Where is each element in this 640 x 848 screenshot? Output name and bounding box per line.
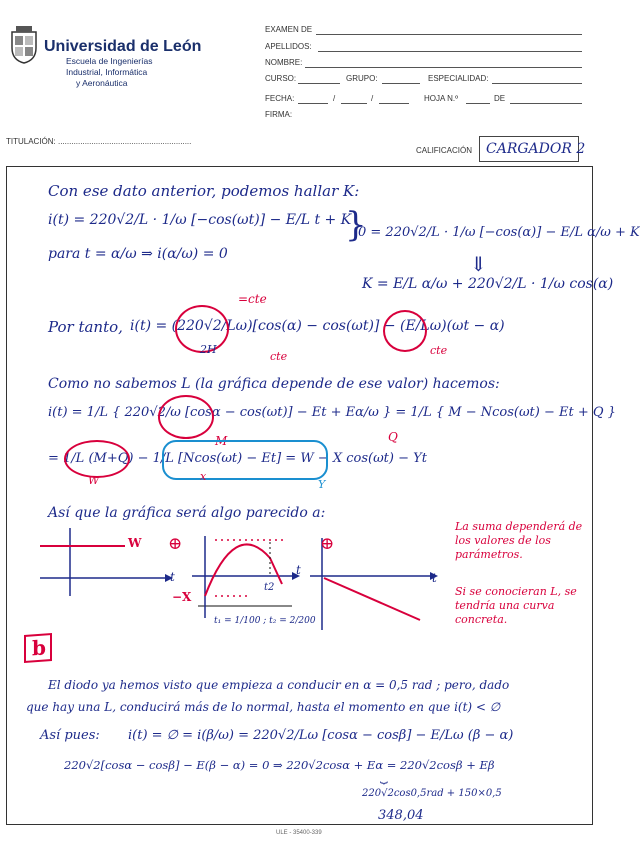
label-m: M — [215, 434, 228, 448]
calificacion-box — [479, 136, 586, 162]
graph-t-label-2: t — [296, 563, 301, 577]
plus-icon-1: ⊕ — [168, 534, 183, 554]
note-line-3: para t = α/ω ⇒ i(α/ω) = 0 — [48, 246, 228, 262]
brace-under: ⏟ — [380, 770, 388, 785]
note-line-4: K = E/L α/ω + 220√2/L · 1/ω cos(α) — [362, 276, 614, 292]
part-b-line-4: 220√2[cosα − cosβ] − E(β − α) = 0 ⇒ 220√2cosα + Eα = 220√2cosβ + Eβ — [64, 758, 495, 772]
calificacion-label: CALIFICACIÓN — [416, 146, 473, 155]
note-brace: } — [345, 205, 367, 245]
part-b-box: b — [24, 633, 52, 663]
graph-times: t₁ = 1/100 ; t₂ = 2/200 — [214, 616, 316, 626]
note-line-2: i(t) = 220√2/L · 1/ω [−cos(ωt)] − E/L t + K — [48, 212, 352, 228]
note-cte-top: =cte — [238, 292, 267, 306]
university-name: Universidad de León — [44, 38, 202, 55]
graph-t-label-3: t — [432, 571, 437, 585]
part-b-line-2: que hay una L, conducirá más de lo normal, hasta el momento en que i(t) < ∅ — [26, 700, 501, 714]
part-b-line-6: 348,04 — [378, 808, 424, 823]
note-line-1: Con ese dato anterior, podemos hallar K: — [48, 182, 360, 200]
side-note-1: La suma dependerá de los valores de los parámetros. — [455, 520, 583, 561]
blue-box-1 — [162, 440, 328, 480]
graph-t-label-1: t — [170, 570, 175, 584]
note-line-2b: 0 = 220√2/L · 1/ω [−cos(α)] − E/L α/ω + K — [358, 225, 640, 240]
label-w: W — [88, 474, 100, 487]
plus-icon-2: ⊕ — [320, 534, 335, 554]
fecha-label: FECHA: — [265, 94, 295, 103]
answer-frame — [6, 166, 593, 825]
nombre-label: NOMBRE: — [265, 58, 303, 67]
side-note-2: Si se conocieran L, se tendría una curva concreta. — [455, 585, 577, 626]
firma-label: FIRMA: — [265, 110, 293, 119]
part-b-line-1: El diodo ya hemos visto que empieza a conducir en α = 0,5 rad ; pero, dado — [48, 678, 510, 692]
hoja-label: HOJA N.º — [424, 94, 459, 103]
note-line-5b: i(t) = (220√2/Lω)[cos(α) − cos(ωt)] − (E/Lω)(ωt − α) — [130, 318, 505, 334]
note-line-5a: Por tanto, — [48, 318, 123, 336]
label-q: Q — [388, 430, 398, 444]
apellidos-label: APELLIDOS: — [265, 42, 312, 51]
red-circle-4 — [64, 440, 130, 478]
especialidad-label: ESPECIALIDAD: — [428, 74, 489, 83]
examen-label: EXAMEN DE — [265, 25, 313, 34]
note-line-9: Así que la gráfica será algo parecido a: — [48, 505, 326, 521]
red-circle-2 — [383, 310, 427, 352]
titulacion-label: TITULACIÓN: ............................................................ — [6, 137, 192, 146]
university-crest — [8, 24, 40, 64]
note-line-7: i(t) = 1/L { 220√2/ω [cosα − cos(ωt)] − Et + Eα/ω } = 1/L { M − Ncos(ωt) − Et + Q } — [48, 405, 616, 420]
de-label: DE — [494, 94, 506, 103]
footer-code: ULE - 35400-339 — [276, 830, 322, 836]
graph-w-label: W — [128, 536, 142, 550]
part-b-line-5: 220√2cos0,5rad + 150×0,5 — [362, 788, 502, 799]
note-cte-2: cte — [430, 344, 448, 357]
graph-negx-label: −X — [172, 590, 192, 604]
part-b-line-3b: i(t) = ∅ = i(β/ω) = 220√2/Lω [cosα − cosβ] − E/Lω (β − α) — [128, 728, 514, 743]
part-b-line-3a: Así pues: — [40, 728, 100, 743]
label-y: Y — [318, 478, 326, 491]
note-2h: 2H — [200, 343, 217, 356]
label-x: x — [200, 470, 207, 483]
grupo-label: GRUPO: — [346, 74, 378, 83]
calificacion-value: CARGADOR 2 — [486, 141, 586, 157]
graph-t2-label: t2 — [264, 582, 275, 593]
note-cte-1: cte — [270, 350, 288, 363]
school-name: Escuela de Ingenierías Industrial, Informática y Aeronáutica — [66, 56, 153, 88]
curso-label: CURSO: — [265, 74, 297, 83]
note-line-8: = 1/L (M+Q) − 1/L [Ncos(ωt) − Et] = W − X cos(ωt) − Yt — [48, 451, 427, 466]
note-line-6: Como no sabemos L (la gráfica depende de ese valor) hacemos: — [48, 376, 500, 392]
arrow-down-icon: ⇓ — [470, 252, 487, 276]
red-circle-3 — [158, 395, 214, 439]
